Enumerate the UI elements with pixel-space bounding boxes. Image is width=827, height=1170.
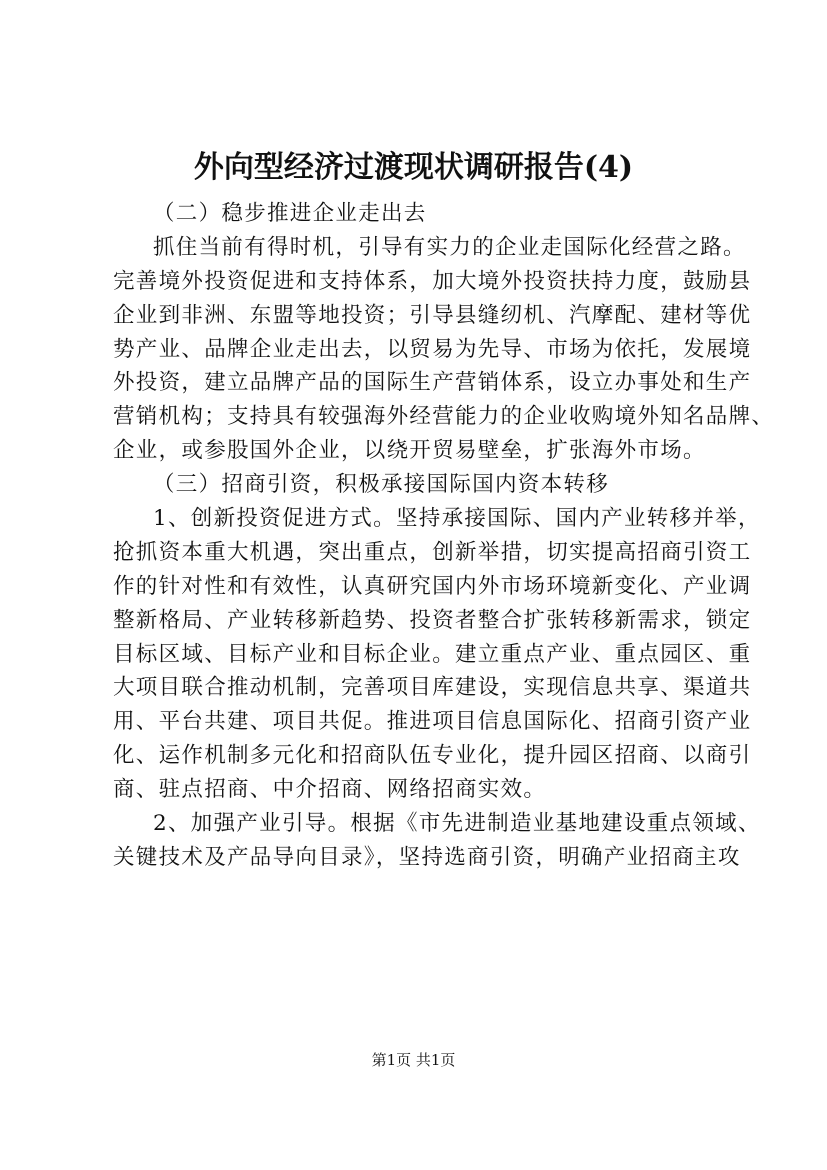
- body-line: 企业到非洲、东盟等地投资；引导县缝纫机、汽摩配、建材等优: [113, 302, 752, 328]
- body-line: 目标区域、目标产业和目标企业。建立重点产业、重点园区、重: [113, 641, 752, 667]
- document-title: 外向型经济过渡现状调研报告(4): [193, 150, 634, 185]
- body-line: 化、运作机制多元化和招商队伍专业化，提升园区招商、以商引: [113, 743, 752, 769]
- body-line: 抢抓资本重大机遇，突出重点，创新举措，切实提高招商引资工: [113, 539, 752, 565]
- body-line: 外投资，建立品牌产品的国际生产营销体系，设立办事处和生产: [113, 370, 752, 396]
- body-line: 商、驻点招商、中介招商、网络招商实效。: [113, 777, 547, 803]
- body-line: 营销机构；支持具有较强海外经营能力的企业收购境外知名品牌、: [113, 404, 775, 430]
- body-line: 整新格局、产业转移新趋势、投资者整合扩张转移新需求，锁定: [113, 607, 752, 633]
- page-footer: 第1页 共1页: [371, 1051, 456, 1069]
- body-line: 大项目联合推动机制，完善项目库建设，实现信息共享、渠道共: [113, 675, 752, 701]
- body-line: 作的针对性和有效性，认真研究国内外市场环境新变化、产业调: [113, 573, 752, 599]
- body-line: 抓住当前有得时机，引导有实力的企业走国际化经营之路。: [153, 234, 746, 260]
- body-line: 企业，或参股国外企业，以绕开贸易壁垒，扩张海外市场。: [113, 438, 706, 464]
- body-line: （二）稳步推进企业走出去: [153, 201, 427, 226]
- body-line: （三）招商引资，积极承接国际国内资本转移: [153, 472, 610, 498]
- document-body: [113, 197, 775, 875]
- body-line: 关键技术及产品导向目录》，坚持选商引资，明确产业招商主攻: [113, 844, 741, 870]
- body-line: 势产业、品牌企业走出去，以贸易为先导、市场为依托，发展境: [113, 336, 752, 362]
- body-line: 用、平台共建、项目共促。推进项目信息国际化、招商引资产业: [113, 709, 752, 735]
- body-line: 2、加强产业引导。根据《市先进制造业基地建设重点领域、: [153, 811, 761, 837]
- body-line: 1、创新投资促进方式。坚持承接国际、国内产业转移并举，: [153, 506, 761, 532]
- body-line: 完善境外投资促进和支持体系，加大境外投资扶持力度，鼓励县: [113, 268, 752, 294]
